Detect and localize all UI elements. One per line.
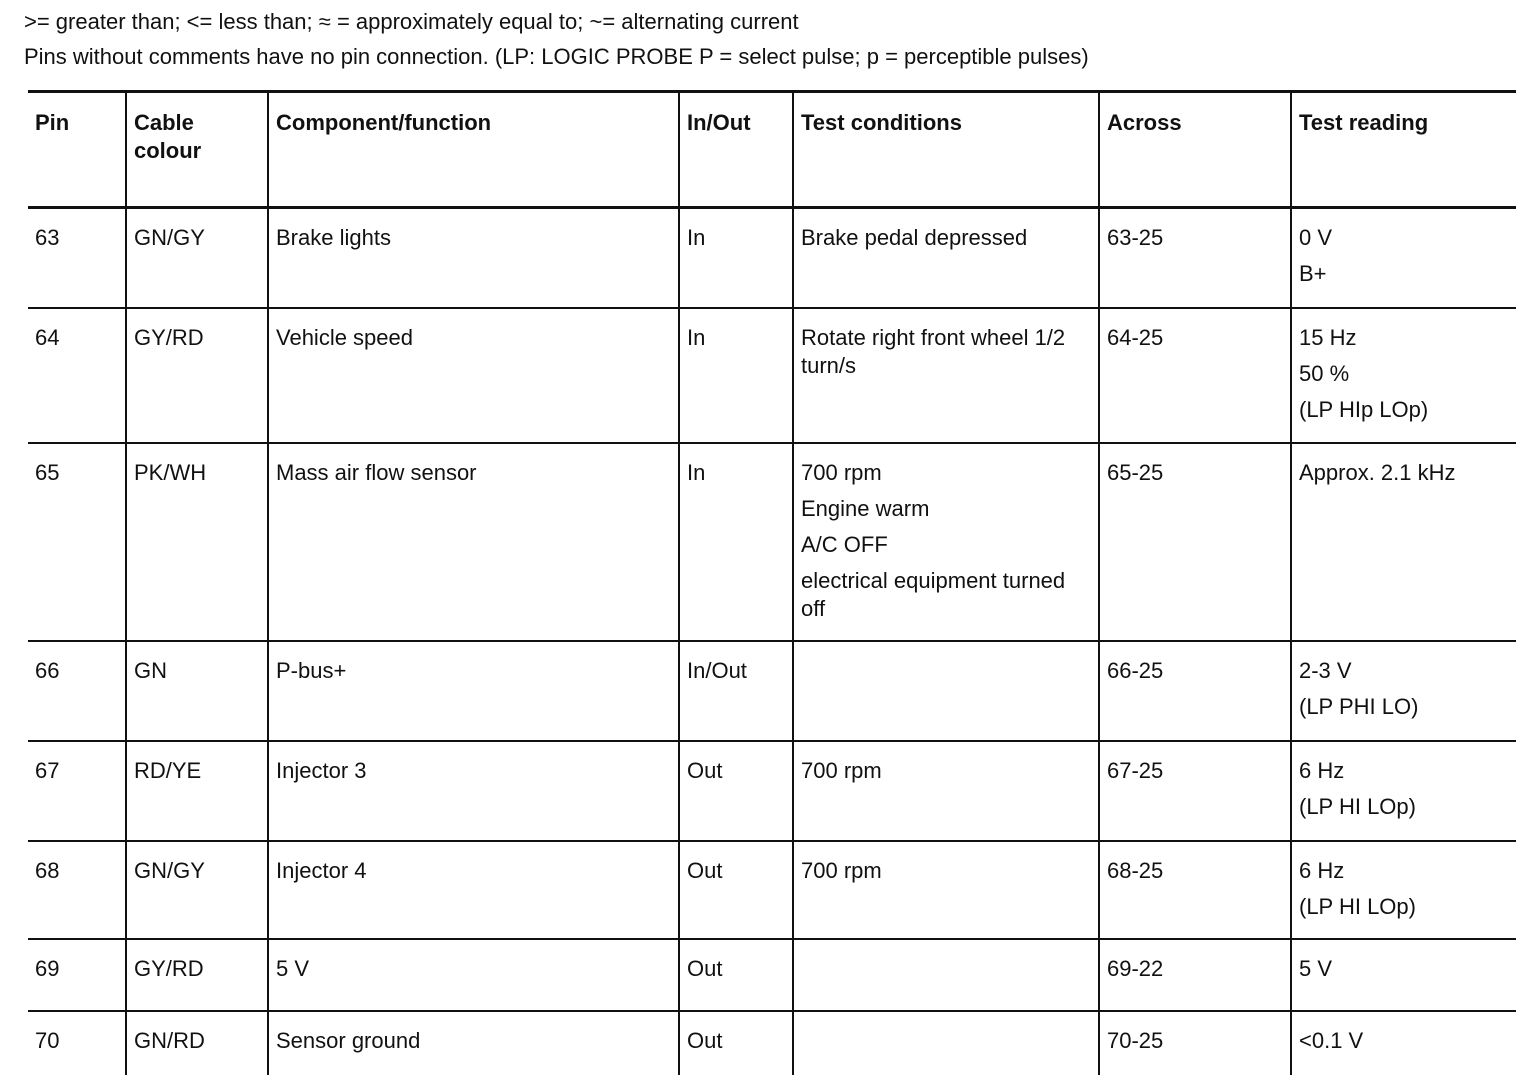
test-reading-line: 6 Hz bbox=[1299, 857, 1345, 883]
cable-colour-cell: GN bbox=[126, 641, 268, 741]
test-reading-cell bbox=[1291, 1011, 1516, 1075]
test-reading-cell bbox=[1291, 208, 1516, 308]
component-cell: P-bus+ bbox=[268, 641, 679, 741]
across-cell: 66-25 bbox=[1099, 641, 1291, 741]
test-conditions-cell bbox=[793, 641, 1099, 741]
component-cell: Injector 3 bbox=[268, 741, 679, 841]
table-row bbox=[28, 741, 1516, 841]
test-conditions-line: Brake pedal depressed bbox=[801, 225, 1028, 250]
in-out-cell: In bbox=[679, 443, 793, 641]
test-conditions-cell bbox=[793, 208, 1099, 308]
across-cell: 64-25 bbox=[1099, 308, 1291, 443]
in-out-cell: In bbox=[679, 208, 793, 308]
across-cell: 63-25 bbox=[1099, 208, 1291, 308]
pin-cell: 69 bbox=[28, 939, 126, 1011]
table-row bbox=[28, 939, 1516, 1011]
pin-cell: 65 bbox=[28, 443, 126, 641]
test-conditions-cell bbox=[793, 939, 1099, 1011]
header-in-out: In/Out bbox=[679, 92, 793, 208]
legend-symbols: >= greater than; <= less than; ≈ = approximately equal to; ~= alternating current bbox=[24, 9, 799, 34]
test-reading-line: 5 V bbox=[1299, 955, 1333, 981]
test-conditions-cell bbox=[793, 308, 1099, 443]
component-cell: Sensor ground bbox=[268, 1011, 679, 1075]
table-row bbox=[28, 208, 1516, 308]
table-row bbox=[28, 841, 1516, 939]
test-conditions-line: Engine warm bbox=[801, 495, 930, 521]
across-cell: 67-25 bbox=[1099, 741, 1291, 841]
cable-colour-cell: GN/RD bbox=[126, 1011, 268, 1075]
across-cell: 65-25 bbox=[1099, 443, 1291, 641]
in-out-cell: Out bbox=[679, 939, 793, 1011]
header-test-conditions: Test conditions bbox=[793, 92, 1099, 208]
test-reading-line: 50 % bbox=[1299, 360, 1350, 386]
test-reading-line: (LP HI LOp) bbox=[1299, 793, 1416, 819]
test-reading-cell bbox=[1291, 939, 1516, 1011]
component-cell: Injector 4 bbox=[268, 841, 679, 939]
pin-test-table bbox=[28, 90, 1516, 1075]
test-conditions-line: A/C OFF bbox=[801, 531, 888, 557]
table-row bbox=[28, 1011, 1516, 1075]
pin-cell: 68 bbox=[28, 841, 126, 939]
pin-cell: 64 bbox=[28, 308, 126, 443]
test-reading-line: (LP PHI LO) bbox=[1299, 693, 1419, 719]
header-component: Component/function bbox=[268, 92, 679, 208]
test-reading-line: B+ bbox=[1299, 261, 1327, 286]
across-cell: 69-22 bbox=[1099, 939, 1291, 1011]
test-conditions-cell bbox=[793, 1011, 1099, 1075]
header-cable-colour: Cable colour bbox=[126, 92, 268, 208]
test-conditions-line: Rotate right front wheel 1/2 turn/s bbox=[801, 324, 1066, 378]
test-conditions-cell bbox=[793, 741, 1099, 841]
component-cell: Mass air flow sensor bbox=[268, 443, 679, 641]
pin-cell: 66 bbox=[28, 641, 126, 741]
test-reading-line: 2-3 V bbox=[1299, 657, 1352, 683]
table-row bbox=[28, 641, 1516, 741]
cable-colour-cell: PK/WH bbox=[126, 443, 268, 641]
test-reading-cell bbox=[1291, 641, 1516, 741]
in-out-cell: In bbox=[679, 308, 793, 443]
pin-cell: 63 bbox=[28, 208, 126, 308]
test-reading-line: 6 Hz bbox=[1299, 757, 1345, 783]
component-cell: Brake lights bbox=[268, 208, 679, 308]
in-out-cell: Out bbox=[679, 741, 793, 841]
component-cell: 5 V bbox=[268, 939, 679, 1011]
in-out-cell: In/Out bbox=[679, 641, 793, 741]
test-conditions-cell bbox=[793, 841, 1099, 939]
table-body bbox=[28, 208, 1516, 1075]
test-reading-line: Approx. 2.1 kHz bbox=[1299, 459, 1456, 485]
pin-cell: 70 bbox=[28, 1011, 126, 1075]
test-reading-cell bbox=[1291, 841, 1516, 939]
legend-pins-note: Pins without comments have no pin connection. (LP: LOGIC PROBE P = select pulse; p = perceptible pulses) bbox=[24, 44, 1089, 69]
test-conditions-line: 700 rpm bbox=[801, 757, 882, 783]
test-reading-line: 0 V bbox=[1299, 225, 1333, 250]
component-cell: Vehicle speed bbox=[268, 308, 679, 443]
cable-colour-cell: RD/YE bbox=[126, 741, 268, 841]
in-out-cell: Out bbox=[679, 1011, 793, 1075]
test-reading-line: (LP HIp LOp) bbox=[1299, 396, 1429, 422]
table-row bbox=[28, 308, 1516, 443]
test-reading-cell bbox=[1291, 741, 1516, 841]
across-cell: 70-25 bbox=[1099, 1011, 1291, 1075]
header-pin: Pin bbox=[28, 92, 126, 208]
test-reading-cell bbox=[1291, 443, 1516, 641]
cable-colour-cell: GN/GY bbox=[126, 841, 268, 939]
test-conditions-line: 700 rpm bbox=[801, 857, 882, 883]
cable-colour-cell: GN/GY bbox=[126, 208, 268, 308]
test-reading-line: <0.1 V bbox=[1299, 1027, 1364, 1053]
header-across: Across bbox=[1099, 92, 1291, 208]
test-reading-line: 15 Hz bbox=[1299, 324, 1357, 350]
pin-cell: 67 bbox=[28, 741, 126, 841]
test-conditions-line: electrical equipment turned off bbox=[801, 567, 1066, 621]
test-conditions-line: 700 rpm bbox=[801, 459, 882, 485]
table-header-row bbox=[28, 92, 1516, 208]
cable-colour-cell: GY/RD bbox=[126, 939, 268, 1011]
across-cell: 68-25 bbox=[1099, 841, 1291, 939]
test-reading-cell bbox=[1291, 308, 1516, 443]
header-test-reading: Test reading bbox=[1291, 92, 1516, 208]
test-conditions-cell bbox=[793, 443, 1099, 641]
in-out-cell: Out bbox=[679, 841, 793, 939]
table-row bbox=[28, 443, 1516, 641]
cable-colour-cell: GY/RD bbox=[126, 308, 268, 443]
test-reading-line: (LP HI LOp) bbox=[1299, 893, 1416, 919]
